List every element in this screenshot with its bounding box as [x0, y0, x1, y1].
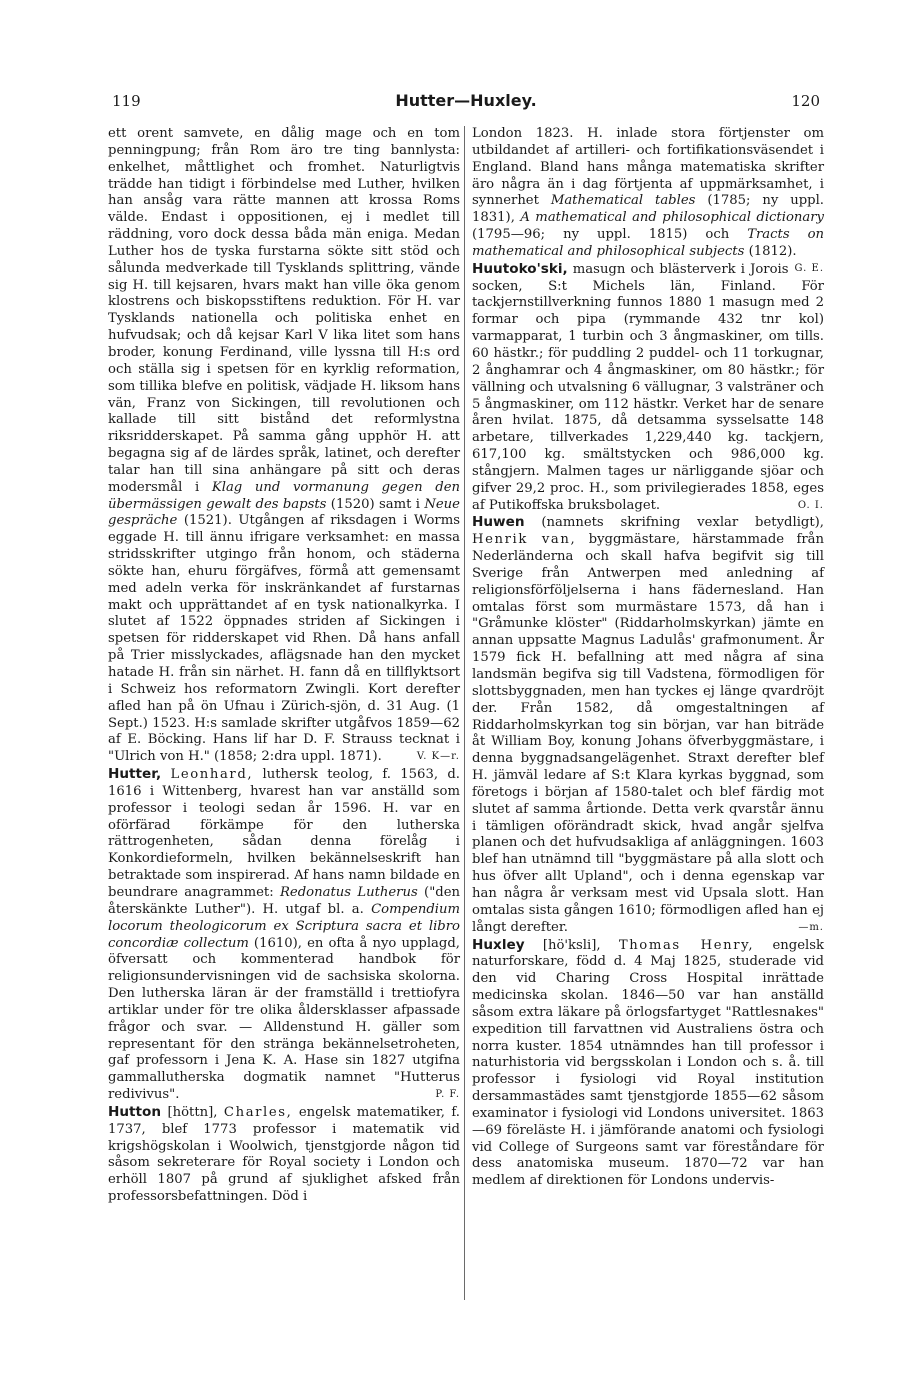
- headword: Hutter,: [108, 766, 162, 783]
- page-header: [112, 92, 820, 116]
- entry-huxley: Huxley [hö'ksli], Thomas Henry, engelsk naturforskare, född d. 4 Maj 1825, studerade vid den vid Charing Cross Hospital inrättade medicinska skolan. 1846—50 var han anställd såsom extra läkare på örlogsfartyget "Rattlesnakes" expedition till farvattnen vid Australiens östra och norra kuster. 1854 utnämndes han till professor i naturhistoria vid bergsskolan i London och s. å. till professor i fysiologi vid Royal institution dersammastädes samt tjenstgjorde 1855—62 såsom examinator i fysiologi vid Londons universitet. 1863—69 föreläste H. i jämförande anatomi och fysiologi vid College of Surgeons samt var föreståndare för dess anatomiska museum. 1870—72 var han medlem af direktionen för Londons undervis-: [472, 936, 824, 1189]
- entry-hutton: Hutton [höttn], Charles, engelsk matematiker, f. 1737, blef 1773 professor i matematik vid krigshögskolan i Woolwich, tjenstgjorde någon tid såsom sekreterare för Royal society i London och erhöll 1807 på grund af sjuklighet afsked från professorsbefattningen. Död i: [108, 1103, 460, 1205]
- headword: Hutton: [108, 1103, 162, 1120]
- headword: Huutoko'ski,: [472, 260, 568, 277]
- entry-huwen: Huwen (namnets skrifning vexlar betydligt), Henrik van, byggmästare, härstammade från Nederländerna och skall hafva begifvit sig till Sverige från Antwerpen med anledning af religionsförföljelserna i hans fädernesland. Han omtalas först som murmästare 1573, då han i "Gråmunke klöster" (Riddarholmskyrkan) jämte en annan uppsatte Magnus Ladulås' grafmonument. År 1579 fick H. befallning att med några af sina landsmän begifva sig till Vadstena, förmodligen för slottsbyggnaden, men han tyckes ej länge qvardröjt der. Från 1582, då omgestaltningen af Riddarholmskyrkan tog sin början, var han biträde åt William Boy, konung Johans öfverbyggmästare, i denna byggnadsangelägenhet. Straxt derefter blef H. jämväl ledare af S:t Klara kyrkas byggnad, som företogs i början af 1580-talet och blef färdig mot slutet af samma årtionde. Detta verk qvarstår ännu i tämligen oförändradt skick, hvad angår sjelfva planen och det hufvudsakliga af anläggningen. 1603 blef han utnämnd till "byggmästare på alla slott och hus öfver allt Upland", och i denna egenskap var han några år verksam mest vid Upsala slott. Han omtalas sista gången 1610; förmodligen afled han ej långt derefter. —m.: [472, 514, 824, 935]
- column-divider: [464, 126, 465, 1300]
- headword: Huxley: [472, 936, 525, 953]
- author-signature: —m.: [798, 921, 824, 933]
- author-signature: G. E.: [794, 262, 824, 274]
- entry-huutokoski: Huutoko'ski, masugn och blästerverk i Jorois socken, S:t Michels län, Finland. För tackjernstillverkning funnos 1880 1 masugn med 2 formar och pipa (rymmande 432 tnr kol) varmapparat, 1 turbin och 3 ångmaskiner, om tills. 60 hästkr.; för puddling 2 puddel- och 11 torkugnar, 2 ånghamrar och 4 ångmaskiner, om 80 hästkr.; för vällning och utvalsning 6 vällugnar, 3 valsträner och 5 ångmaskiner, om 112 hästkr. Verket har de senare åren hvilat. 1875, då detsamma sysselsatte 148 arbetare, tillverkades 1,229,440 kg. tackjern, 617,100 kg. smältstycken och 986,000 kg. stångjern. Malmen tages ur närliggande sjöar och gifver 29,2 proc. H., som privilegierades 1858, eges af Putikoffska bruksbolaget. O. I.: [472, 260, 824, 513]
- page-number-left: 119: [112, 92, 141, 110]
- running-title: Hutter—Huxley.: [395, 91, 537, 110]
- entry-hutton-continued: London 1823. H. inlade stora förtjenster om utbildandet af artilleri- och fortifikationsväsendet i England. Bland hans många matematiska skrifter äro några än i dag förtjenta af uppmärksamhet, i synnerhet Mathematical tables (1785; ny uppl. 1831), A mathematical and philosophical dictionary (1795—96; ny uppl. 1815) och Tracts on mathematical and philosophical subjects (1812). G. E.: [472, 126, 824, 261]
- left-column: [108, 126, 460, 1206]
- entry-hutter: Hutter, Leonhard, luthersk teolog, f. 1563, d. 1616 i Wittenberg, hvarest han var anställd som professor i teologi sedan år 1596. H. var en oförfärad förkämpe för den lutherska rättrogenheten, sådan denna förelåg i Konkordieformeln, hvilken bekännelseskrift han betraktade som inspirerad. Af hans namn bildade en beundrare anagrammet: Redonatus Lutherus ("den återskänkte Luther"). H. utgaf bl. a. Compendium locorum theologicorum ex Scriptura sacra et libro concordiæ collectum (1610), en ofta å nyo upplagd, öfversatt och kommenterad handbok för religionsundervisningen vid de sachsiska skolorna. Den lutherska läran är der framställd i trettiofyra artiklar under för tre olika åldersklasser afpassade frågor och svar. — Alldenstund H. gäller som representant för den stränga bekännelsetroheten, gaf professorn i Jena K. A. Hase sin 1827 utgifna gammallutherska dogmatik namnet "Hutterus redivivus". P. F.: [108, 766, 460, 1103]
- author-signature: O. I.: [797, 499, 824, 511]
- right-column: [472, 126, 824, 1190]
- page-number-right: 120: [791, 92, 820, 110]
- entry-hutten-continued: ett orent samvete, en dålig mage och en tom penningpung; från Rom äro tre ting bannlysta: enkelhet, måttlighet och fromhet. Naturligtvis trädde han tidigt i förbindelse med Luther, hvilken han ansåg vara rätte mannen att krossa Roms välde. Endast i oppositionen, ej i medlet till räddning, voro dock dessa båda män eniga. Medan Luther hos de tyska furstarna sökte sitt stöd och sålunda medverkade till Tysklands splittring, vände sig H. till kejsaren, hvars makt han ville öka genom klostrens och biskopsstiftens reduktion. För H. var Tysklands nationella och politiska enhet en hufvudsak; och då kejsar Karl V lika litet som hans broder, konung Ferdinand, ville lyssna till H:s ord och ställa sig i spetsen för en kyrklig reformation, som tillika blefve en politisk, vädjade H. liksom hans vän, Franz von Sickingen, till revolutionen och kallade till sitt bistånd det reformlystna riksridderskapet. På samma gång upphör H. att begagna sig af de lärdes språk, latinet, och derefter talar han till sina anhängare på sitt och deras modersmål i Klag und vormanung gegen den übermässigen gewalt des bapsts (1520) samt i Neue gespräche (1521). Utgången af riksdagen i Worms eggade H. till ännu ifrigare verksamhet: en massa stridsskrifter utgingo från honom, och städerna sökte han, ehuru förgäfves, förmå att gemensamt med adeln verka för inskränkandet af furstarnas makt och upprättandet af en tysk nationalkyrka. I slutet af 1522 öppnades striden af Sickingen i spetsen för ridderskapet vid Rhen. Då hans anfall på Trier misslyckades, aflägsnade han den mycket hatade H. från sin närhet. H. fann då en tillflyktsort i Schweiz hos reformatorn Zwingli. Kort derefter afled han på ön Ufnau i Zürich-sjön, d. 31 Aug. (1 Sept.) 1523. H:s samlade skrifter utgåfvos 1859—62 af E. Böcking. Hans lif har D. F. Strauss tecknat i "Ulrich von H." (1858; 2:dra uppl. 1871). V. K—r.: [108, 126, 460, 765]
- author-signature: V. K—r.: [416, 751, 460, 763]
- author-signature: P. F.: [435, 1089, 460, 1101]
- headword: Huwen: [472, 514, 525, 531]
